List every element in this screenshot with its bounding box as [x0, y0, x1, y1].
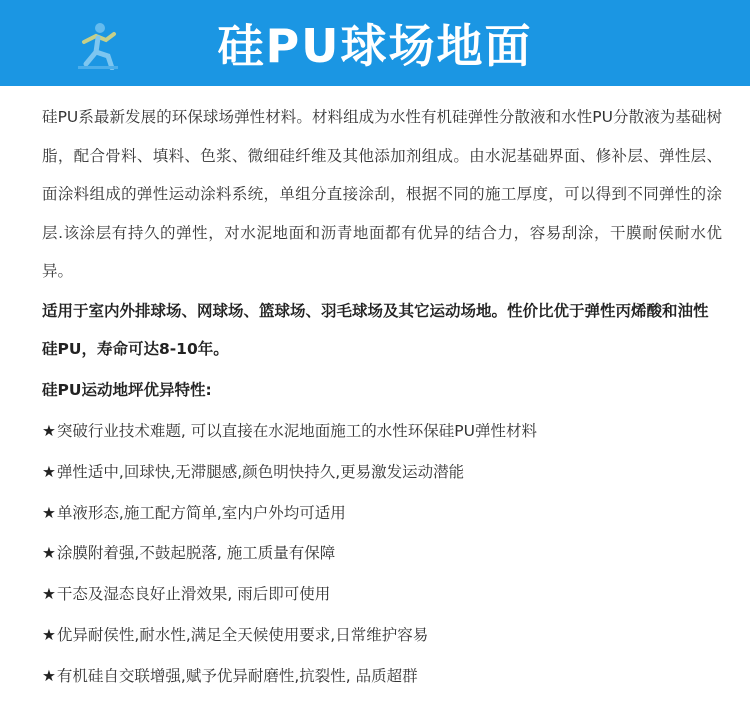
- feature-item: [42, 533, 722, 574]
- article-body: [42, 98, 722, 697]
- feature-text: 弹性适中,回球快,无滞腿感,颜色明快持久,更易激发运动潜能: [56, 462, 465, 481]
- feature-text: 突破行业技术难题, 可以直接在水泥地面施工的水性环保硅PU弹性材料: [56, 422, 537, 440]
- feature-text: 涂膜附着强,不鼓起脱落, 施工质量有保障: [56, 544, 336, 563]
- star-icon: ★: [42, 503, 56, 522]
- feature-item: [42, 615, 722, 656]
- feature-item: [42, 452, 722, 493]
- application-paragraph: 适用于室内外排球场、网球场、篮球场、羽毛球场及其它运动场地。性价比优于弹性丙烯酸和油性硅PU，寿命可达8-10年。: [42, 301, 709, 358]
- star-icon: ★: [42, 462, 56, 481]
- page-title: 硅PU球场地面: [217, 19, 533, 73]
- feature-text: 有机硅自交联增强,赋予优异耐磨性,抗裂性, 品质超群: [56, 666, 418, 685]
- feature-item: [42, 411, 722, 452]
- features-heading: 硅PU运动地坪优异特性:: [42, 380, 212, 399]
- feature-item: [42, 574, 722, 615]
- feature-text: 干态及湿态良好止滑效果, 雨后即可使用: [56, 585, 331, 604]
- features-list: [42, 411, 722, 697]
- star-icon: ★: [42, 544, 56, 563]
- feature-item: [42, 656, 722, 697]
- star-icon: ★: [42, 666, 56, 685]
- runner-logo-icon: [76, 20, 120, 70]
- intro-paragraph: 硅PU系最新发展的环保球场弹性材料。材料组成为水性有机硅弹性分散液和水性PU分散液为基础树脂，配合骨料、填料、色浆、微细硅纤维及其他添加剂组成。由水泥基础界面、修补层、弹性层、面涂料组成的弹性运动涂料系统，单组分直接涂刮，根据不同的施工厚度，可以得到不同弹性的涂层.该涂层有持久的弹性，对水泥地面和沥青地面都有优异的结合力，容易刮涂，干膜耐侯耐水优异。: [42, 108, 722, 280]
- star-icon: ★: [42, 422, 56, 440]
- star-icon: ★: [42, 585, 56, 604]
- star-icon: ★: [42, 625, 56, 644]
- feature-text: 单液形态,施工配方简单,室内户外均可适用: [56, 503, 346, 522]
- header-banner: [0, 0, 750, 86]
- feature-text: 优异耐侯性,耐水性,满足全天候使用要求,日常维护容易: [56, 625, 429, 644]
- feature-item: [42, 493, 722, 534]
